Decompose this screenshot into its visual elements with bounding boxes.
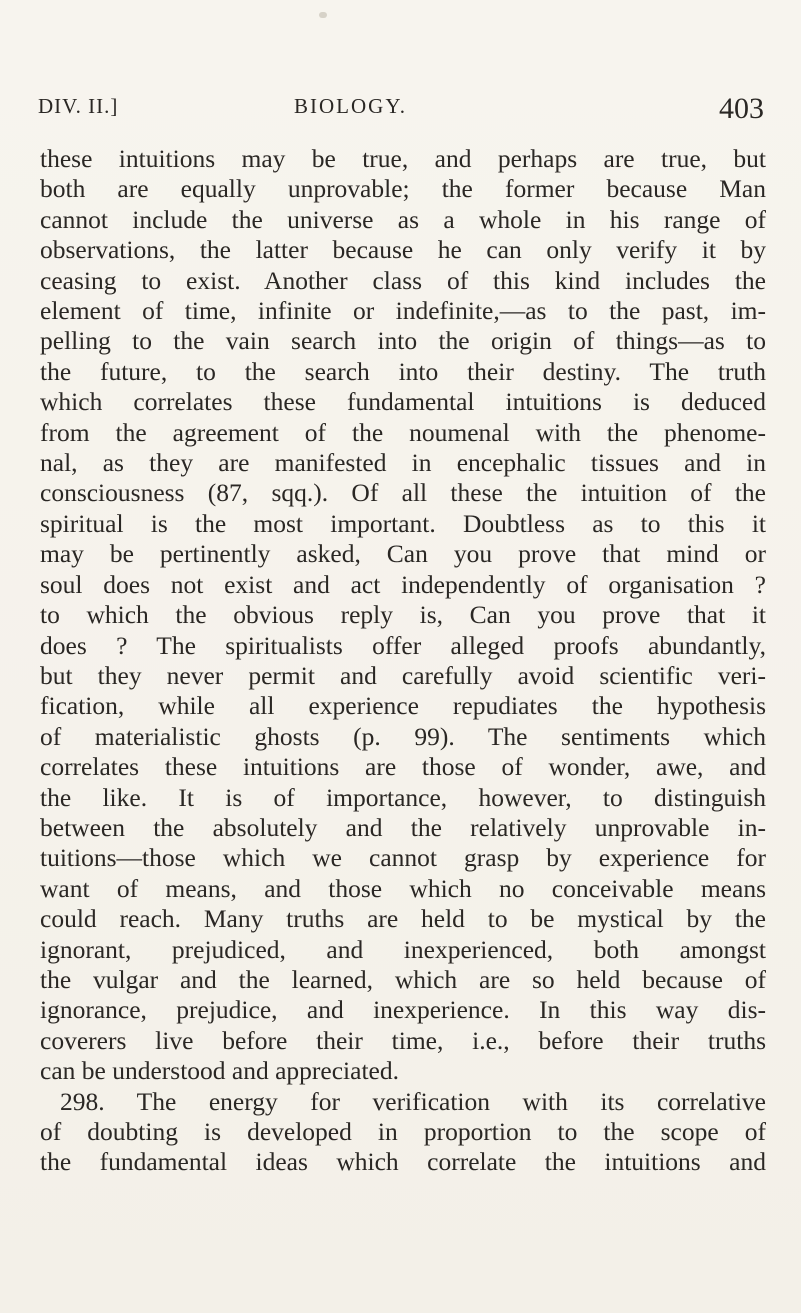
text-line: but they never permit and carefully avoid scientific veri- (40, 660, 766, 690)
text-line: to which the obvious reply is, Can you prove that it (40, 600, 766, 630)
paragraph-298 (40, 1087, 766, 1178)
text-line: nal, as they are manifested in encephalic tissues and in (40, 448, 766, 478)
text-line: could reach. Many truths are held to be mystical by the (40, 904, 766, 934)
division-label: DIV. II.] (38, 94, 119, 118)
text-line: between the absolutely and the relatively unprovable in- (40, 812, 766, 842)
text-line: coverers live before their time, i.e., before their truths (40, 1025, 766, 1055)
text-line: from the agreement of the noumenal with the phenome- (40, 417, 766, 447)
text-line: the vulgar and the learned, which are so held because of (40, 964, 766, 994)
text-line: cannot include the universe as a whole in his range of (40, 204, 766, 234)
text-line: fication, while all experience repudiates the hypothesis (40, 691, 766, 721)
text-line: the fundamental ideas which correlate the intuitions and (40, 1147, 766, 1177)
text-line: can be understood and appreciated. (40, 1056, 399, 1086)
text-line: does ? The spiritualists offer alleged proofs abundantly, (40, 630, 766, 660)
text-line: consciousness (87, sqq.). Of all these the intuition of the (40, 478, 766, 508)
text-line: soul does not exist and act independently of organisation ? (40, 569, 766, 599)
body-text (40, 144, 766, 1178)
text-line: which correlates these fundamental intuitions is deduced (40, 387, 766, 417)
text-line: these intuitions may be true, and perhaps are true, but (40, 144, 766, 173)
text-line: observations, the latter because he can only verify it by (40, 235, 766, 265)
text-line: ignorant, prejudiced, and inexperienced, both amongst (40, 934, 766, 964)
text-line: pelling to the vain search into the origin of things—as to (40, 326, 766, 356)
text-line: the future, to the search into their destiny. The truth (40, 356, 766, 386)
text-line: of materialistic ghosts (p. 99). The sentiments which (40, 721, 766, 751)
text-line: ignorance, prejudice, and inexperience. In this way dis- (40, 995, 766, 1025)
text-line: may be pertinently asked, Can you prove that mind or (40, 539, 766, 569)
text-line: spiritual is the most important. Doubtless as to this it (40, 508, 766, 538)
text-line: tuitions—those which we cannot grasp by experience for (40, 843, 766, 873)
paper-blemish (319, 12, 327, 18)
page-number: 403 (719, 92, 764, 125)
text-line: ceasing to exist. Another class of this kind includes the (40, 265, 766, 295)
text-line: element of time, infinite or indefinite,—as to the past, im- (40, 296, 766, 326)
text-line: correlates these intuitions are those of wonder, awe, and (40, 752, 766, 782)
text-line: want of means, and those which no conceivable means (40, 873, 766, 903)
paragraph-intuitions (40, 144, 766, 1087)
text-line: both are equally unprovable; the former because Man (40, 174, 766, 204)
running-header (38, 94, 766, 134)
text-line: 298. The energy for verification with its correlative (60, 1086, 766, 1116)
text-line: the like. It is of importance, however, to distinguish (40, 782, 766, 812)
running-title: BIOLOGY. (294, 94, 408, 118)
text-line: of doubting is developed in proportion to the scope of (40, 1117, 766, 1146)
